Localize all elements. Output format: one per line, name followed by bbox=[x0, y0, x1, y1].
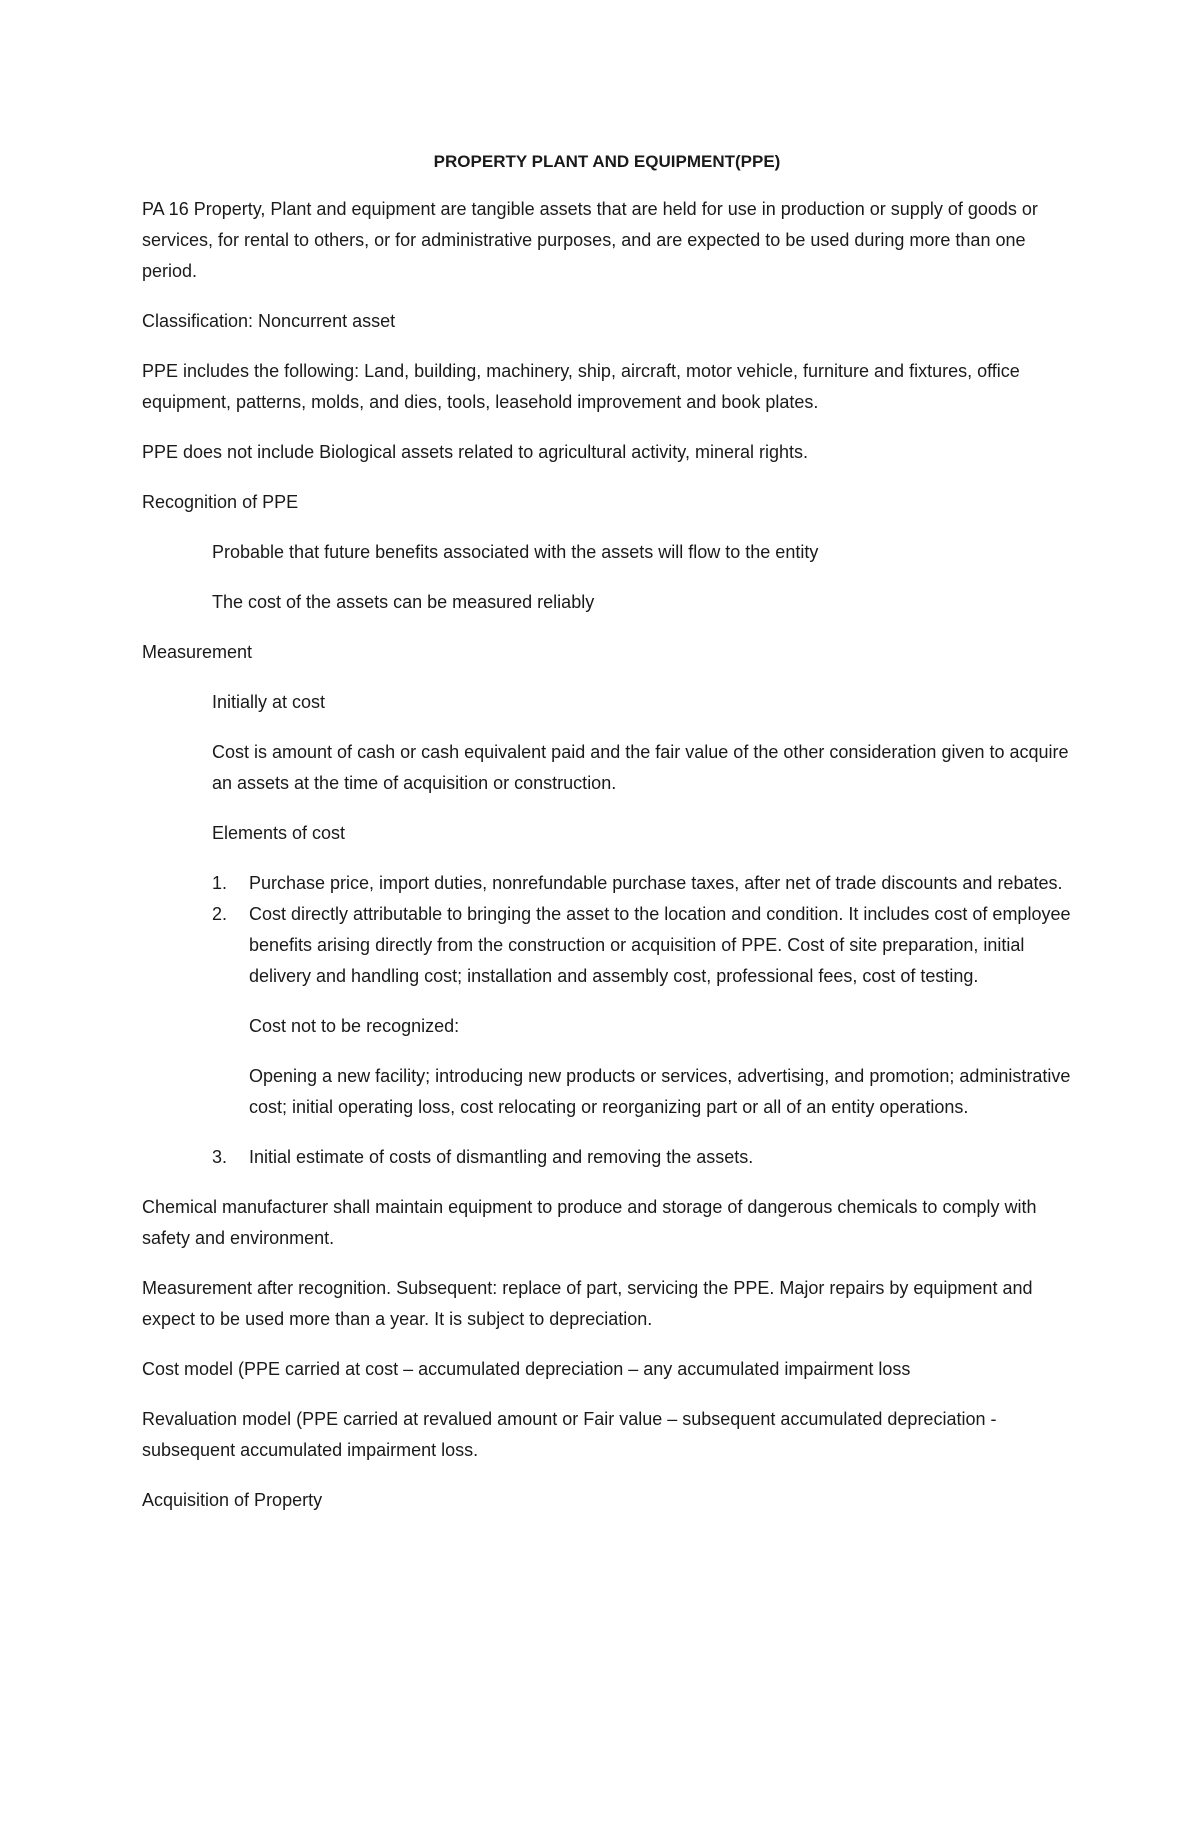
recognition-criterion-2: The cost of the assets can be measured reliably bbox=[212, 592, 595, 612]
excludes-paragraph: PPE does not include Biological assets related to agricultural activity, mineral rights. bbox=[142, 442, 808, 462]
recognition-criterion-1: Probable that future benefits associated with the assets will flow to the entity bbox=[212, 542, 819, 562]
document-body bbox=[142, 136, 1072, 1535]
list-item bbox=[212, 1142, 1072, 1173]
not-recognized-text: Opening a new facility; introducing new products or services, advertising, and promotion; administrative cost; initial operating loss, cost relocating or reorganizing part or all of an entity operations. bbox=[249, 1066, 1071, 1117]
list-number: 2. bbox=[212, 904, 228, 924]
cost-definition: Cost is amount of cash or cash equivalent paid and the fair value of the other consideration given to acquire an assets at the time of acquisition or construction. bbox=[212, 742, 1069, 793]
list-item bbox=[212, 899, 1072, 992]
revaluation-model-paragraph: Revaluation model (PPE carried at revalued amount or Fair value – subsequent accumulated depreciation - subsequent accumulated impairment loss. bbox=[142, 1409, 997, 1460]
document-title: PROPERTY PLANT AND EQUIPMENT(PPE) bbox=[433, 152, 781, 171]
elements-list-continued bbox=[142, 1142, 1072, 1173]
classification-line: Classification: Noncurrent asset bbox=[142, 311, 396, 331]
elements-heading: Elements of cost bbox=[212, 823, 346, 843]
measurement-heading: Measurement bbox=[142, 642, 253, 662]
list-number: 3. bbox=[212, 1147, 228, 1167]
acquisition-heading: Acquisition of Property bbox=[142, 1490, 323, 1510]
list-item bbox=[212, 868, 1072, 899]
list-text: Purchase price, import duties, nonrefundable purchase taxes, after net of trade discounts and rebates. bbox=[249, 873, 1063, 893]
not-recognized-heading: Cost not to be recognized: bbox=[249, 1016, 460, 1036]
definition-paragraph: PA 16 Property, Plant and equipment are tangible assets that are held for use in production or supply of goods or services, for rental to others, or for administrative purposes, and are expected to be used during more than one period. bbox=[142, 199, 1038, 281]
elements-list bbox=[142, 868, 1072, 992]
recognition-heading: Recognition of PPE bbox=[142, 492, 299, 512]
list-text: Cost directly attributable to bringing the asset to the location and condition. It includes cost of employee benefits arising directly from the construction or acquisition of PPE. Cost of site preparation, initial delivery and handling cost; installation and assembly cost, professional fees, cost of testing. bbox=[249, 904, 1071, 986]
after-recognition-paragraph: Measurement after recognition. Subsequent: replace of part, servicing the PPE. Major repairs by equipment and expect to be used more than a year. It is subject to depreciation. bbox=[142, 1278, 1033, 1329]
list-text: Initial estimate of costs of dismantling and removing the assets. bbox=[249, 1147, 754, 1167]
list-number: 1. bbox=[212, 873, 228, 893]
cost-model-paragraph: Cost model (PPE carried at cost – accumulated depreciation – any accumulated impairment loss bbox=[142, 1359, 911, 1379]
includes-paragraph: PPE includes the following: Land, building, machinery, ship, aircraft, motor vehicle, furniture and fixtures, office equipment, patterns, molds, and dies, tools, leasehold improvement and book plates. bbox=[142, 361, 1020, 412]
chemical-paragraph: Chemical manufacturer shall maintain equipment to produce and storage of dangerous chemicals to comply with safety and environment. bbox=[142, 1197, 1037, 1248]
initial-measurement: Initially at cost bbox=[212, 692, 326, 712]
